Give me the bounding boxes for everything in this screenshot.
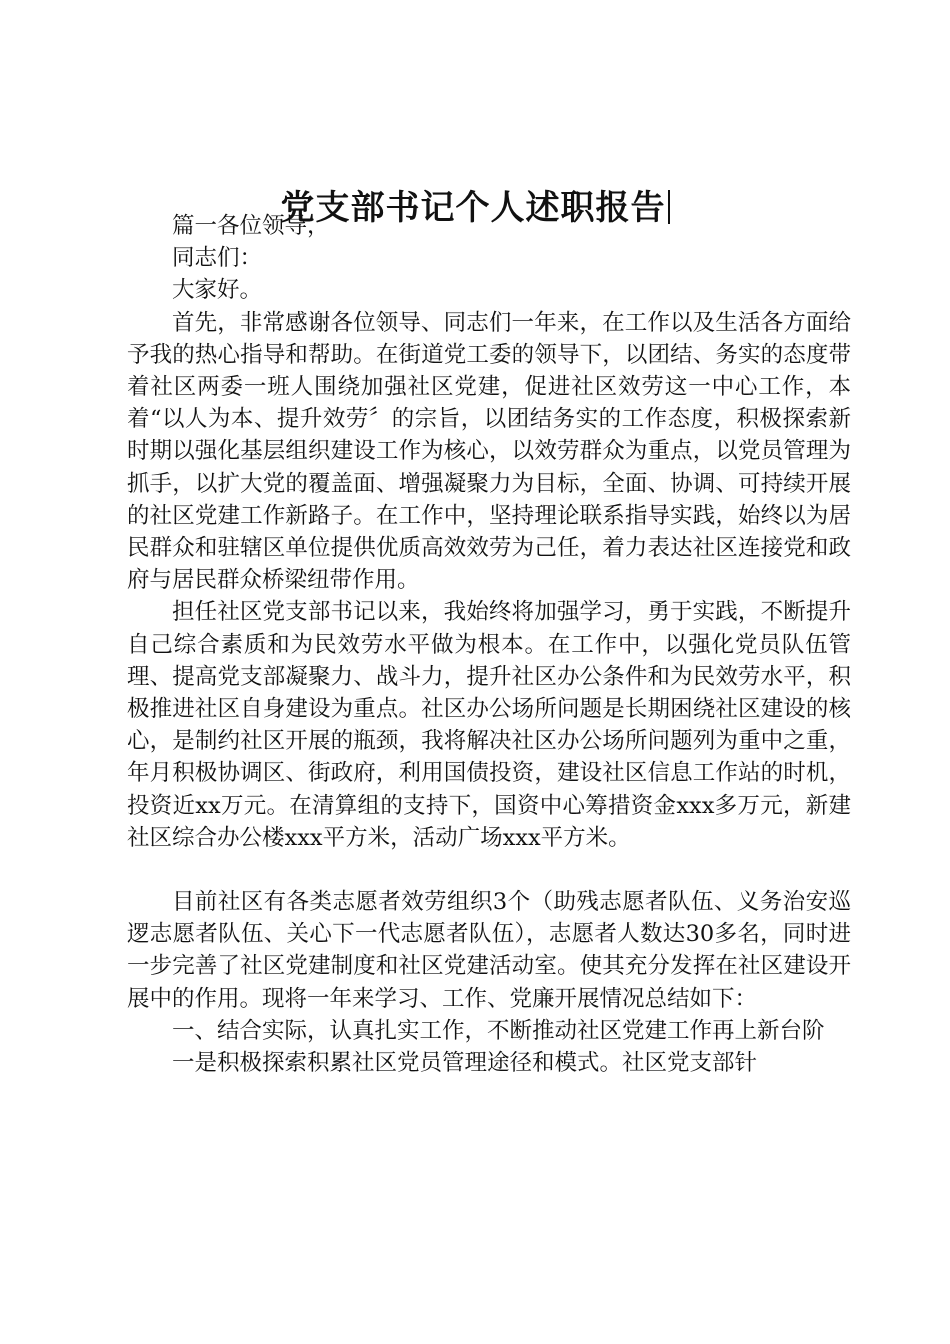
paragraph-member-management: 一是积极探索积累社区党员管理途径和模式。社区党支部针 xyxy=(172,1050,758,1077)
section-heading-one: 一、结合实际，认真扎实工作，不断推动社区党建工作再上新台阶 xyxy=(172,1017,825,1044)
paragraph-volunteers: 目前社区有各类志愿者效劳组织3个（助残志愿者队伍、义务治安巡逻志愿者队伍、关心下一代志愿者队伍），志愿者人数达30多名，同时进一步完善了社区党建制度和社区党建活动室。使其充分发挥在社区建设开展中的作用。现将一年来学习、工作、党廉开展情况总结如下： xyxy=(127,889,851,1012)
paragraph-greeting: 大家好。 xyxy=(172,277,263,304)
document-body xyxy=(127,210,851,1079)
paragraph-secretary-work: 担任社区党支部书记以来，我始终将加强学习，勇于实践，不断提升自己综合素质和为民效劳水平做为根本。在工作中，以强化党员队伍管理、提高党支部凝聚力、战斗力，提升社区办公条件和为民效劳水平，积极推进社区自身建设为重点。社区办公场所问题是长期困绕社区建设的核心，是制约社区开展的瓶颈，我将解决社区办公场所问题列为重中之重，年月积极协调区、街政府，利用国债投资，建设社区信息工作站的时机，投资近xx万元。在清算组的支持下，国资中心筹措资金xxx多万元，新建社区综合办公楼xxx平方米，活动广场xxx平方米。 xyxy=(127,599,851,851)
paragraph-thanks: 首先，非常感谢各位领导、同志们一年来，在工作以及生活各方面给予我的热心指导和帮助。在街道党工委的领导下，以团结、务实的态度带着社区两委一班人围绕加强社区党建，促进社区效劳这一中心工作，本着“以人为本、提升效劳〞的宗旨，以团结务实的工作态度，积极探索新时期以强化基层组织建设工作为核心，以效劳群众为重点，以党员管理为抓手，以扩大党的覆盖面、增强凝聚力为目标，全面、协调、可持续开展的社区党建工作新路子。在工作中，坚持理论联系指导实践，始终以为居民群众和驻辖区单位提供优质高效效劳为己任，着力表达社区连接党和政府与居民群众桥梁纽带作用。 xyxy=(127,309,851,594)
paragraph-gap xyxy=(127,854,851,886)
document-title: 党支部书记个人述职报告 xyxy=(280,188,666,228)
paragraph-comrades: 同志们： xyxy=(172,245,263,272)
paragraph-salutation: 篇一各位领导， xyxy=(172,213,330,239)
